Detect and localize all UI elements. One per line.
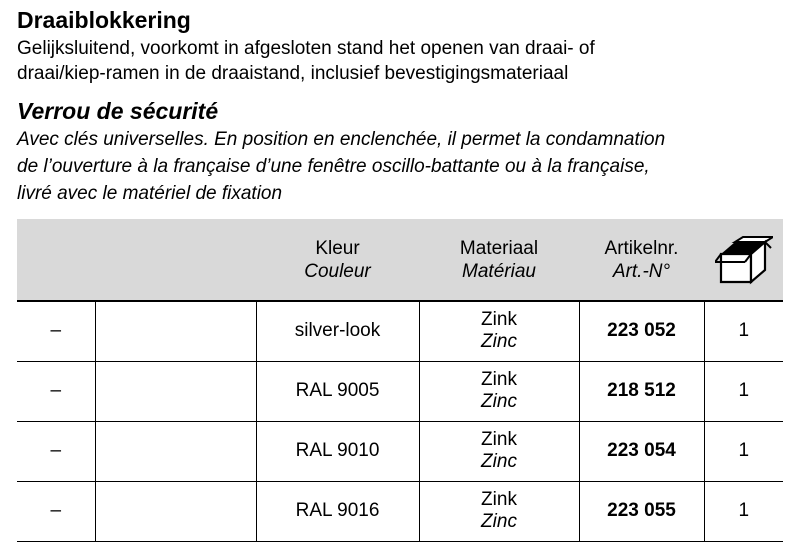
header-color	[256, 219, 419, 301]
row-material-nl: Zink	[481, 489, 517, 510]
row-color: RAL 9005	[256, 361, 419, 421]
header-article-fr: Art.-N°	[612, 260, 671, 282]
product-table	[17, 219, 783, 542]
description-french-line: de l’ouverture à la française d’une fenêtre oscillo-battante ou à la française,	[17, 156, 650, 177]
package-box-icon	[715, 234, 773, 286]
row-article-number: 223 054	[579, 421, 704, 481]
row-color: silver-look	[256, 301, 419, 361]
row-empty	[95, 421, 256, 481]
header-color-fr: Couleur	[304, 260, 371, 282]
table-header-row	[17, 219, 783, 301]
header-pack	[704, 219, 783, 301]
table-row	[17, 421, 783, 481]
header-empty-2	[95, 219, 256, 301]
row-article-number: 223 055	[579, 481, 704, 541]
row-material	[419, 301, 579, 361]
header-article	[579, 219, 704, 301]
row-article-number: 218 512	[579, 361, 704, 421]
header-material-nl: Materiaal	[459, 237, 539, 259]
table-row	[17, 361, 783, 421]
row-dash: –	[17, 421, 95, 481]
row-material-nl: Zink	[481, 309, 517, 331]
row-material-fr: Zinc	[481, 391, 517, 412]
row-material-fr: Zinc	[481, 451, 517, 472]
table-row	[17, 481, 783, 541]
header-article-nl: Artikelnr.	[604, 237, 679, 259]
row-material	[419, 481, 579, 541]
row-empty	[95, 301, 256, 361]
description-dutch	[17, 36, 787, 86]
row-material	[419, 361, 579, 421]
header-empty-1	[17, 219, 95, 301]
description-dutch-line: Gelijksluitend, voorkomt in afgesloten stand het openen van draai- of	[17, 38, 595, 59]
description-french-line: livré avec le matériel de fixation	[17, 183, 283, 204]
row-color: RAL 9010	[256, 421, 419, 481]
row-quantity: 1	[704, 361, 783, 421]
row-article-number: 223 052	[579, 301, 704, 361]
row-dash: –	[17, 301, 95, 361]
row-empty	[95, 481, 256, 541]
row-quantity: 1	[704, 301, 783, 361]
row-quantity: 1	[704, 421, 783, 481]
heading-dutch: Draaiblokkering	[17, 7, 191, 33]
row-color: RAL 9016	[256, 481, 419, 541]
header-material-fr: Matériau	[462, 260, 536, 282]
row-material-fr: Zinc	[481, 511, 517, 532]
header-material	[419, 219, 579, 301]
row-material-nl: Zink	[481, 369, 517, 390]
row-material	[419, 421, 579, 481]
description-french	[17, 126, 792, 207]
row-empty	[95, 361, 256, 421]
row-quantity: 1	[704, 481, 783, 541]
row-material-fr: Zinc	[481, 331, 517, 353]
description-dutch-line: draai/kiep-ramen in de draaistand, inclusief bevestigingsmateriaal	[17, 63, 569, 84]
table-row	[17, 301, 783, 361]
row-dash: –	[17, 361, 95, 421]
header-color-nl: Kleur	[315, 237, 360, 259]
row-dash: –	[17, 481, 95, 541]
description-french-line: Avec clés universelles. En position en enclenchée, il permet la condamnation	[17, 129, 666, 150]
row-material-nl: Zink	[481, 429, 517, 450]
heading-french: Verrou de sécurité	[17, 98, 219, 124]
